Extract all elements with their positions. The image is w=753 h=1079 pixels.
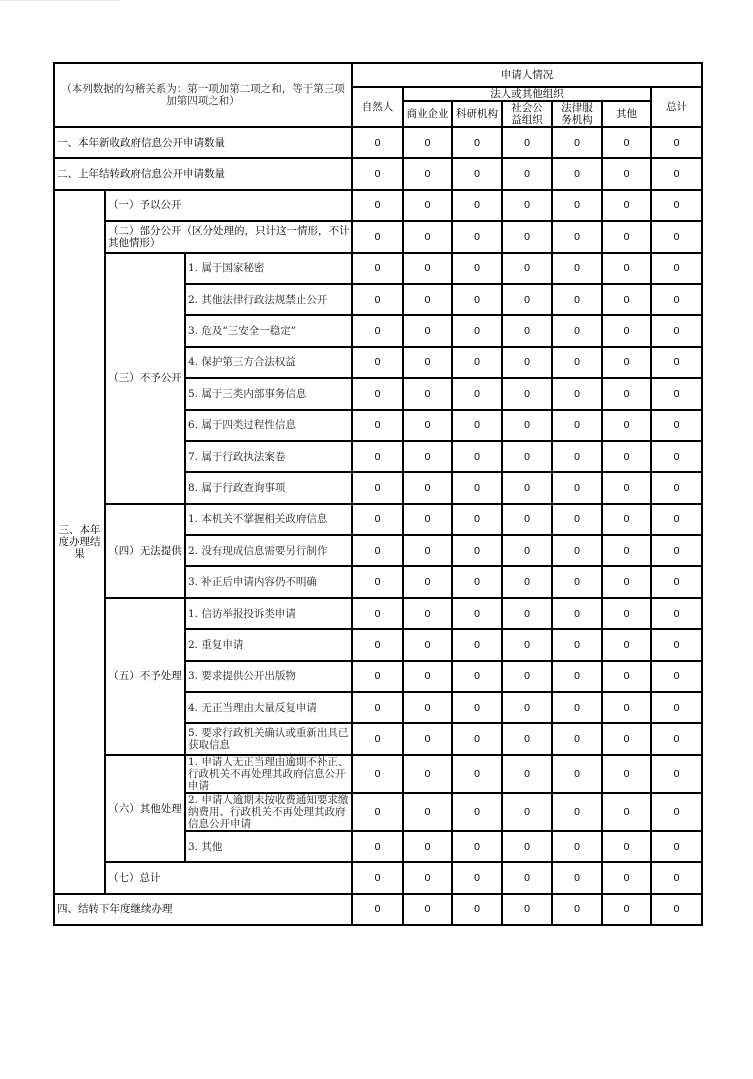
value-cell: 0 (403, 566, 452, 597)
value-cell: 0 (502, 315, 552, 346)
value-cell: 0 (352, 723, 403, 754)
value-cell: 0 (602, 692, 651, 723)
value-cell: 0 (352, 535, 403, 566)
value-cell: 0 (602, 441, 651, 472)
value-cell: 0 (502, 862, 552, 893)
value-cell: 0 (403, 661, 452, 692)
value-cell: 0 (651, 441, 702, 472)
value-cell: 0 (651, 158, 702, 189)
value-cell: 0 (352, 566, 403, 597)
value-cell: 0 (352, 472, 403, 503)
value-cell: 0 (452, 441, 502, 472)
item-label: 1. 信访举报投诉类申请 (185, 598, 352, 629)
value-cell: 0 (452, 190, 502, 221)
item-label: 5. 要求行政机关确认或重新出具已获取信息 (185, 723, 352, 754)
value-cell: 0 (602, 598, 651, 629)
value-cell: 0 (352, 661, 403, 692)
value-cell: 0 (452, 831, 502, 862)
value-cell: 0 (552, 831, 602, 862)
section-label: 四、结转下年度继续办理 (54, 894, 352, 925)
item-label: 1. 属于国家秘密 (185, 253, 352, 284)
value-cell: 0 (403, 862, 452, 893)
value-cell: 0 (502, 472, 552, 503)
column-relation-note: （本列数据的勾稽关系为：第一项加第二项之和，等于第三项加第四项之和） (54, 63, 352, 127)
value-cell: 0 (502, 190, 552, 221)
value-cell: 0 (403, 315, 452, 346)
section-label: 二、上年结转政府信息公开申请数量 (54, 158, 352, 189)
value-cell: 0 (552, 441, 602, 472)
value-cell: 0 (502, 535, 552, 566)
value-cell: 0 (403, 190, 452, 221)
value-cell: 0 (552, 862, 602, 893)
item-label: 4. 无正当理由大量反复申请 (185, 692, 352, 723)
value-cell: 0 (452, 661, 502, 692)
value-cell: 0 (602, 190, 651, 221)
table-row (54, 504, 702, 535)
value-cell: 0 (602, 629, 651, 660)
value-cell: 0 (651, 723, 702, 754)
section-label: 一、本年新收政府信息公开申请数量 (54, 127, 352, 158)
value-cell: 0 (403, 692, 452, 723)
value-cell: 0 (552, 190, 602, 221)
value-cell: 0 (552, 629, 602, 660)
value-cell: 0 (552, 598, 602, 629)
value-cell: 0 (452, 793, 502, 831)
org-col-header: 法律服务机构 (552, 101, 602, 127)
value-cell: 0 (602, 127, 651, 158)
value-cell: 0 (502, 127, 552, 158)
item-label: 2. 重复申请 (185, 629, 352, 660)
value-cell: 0 (552, 661, 602, 692)
value-cell: 0 (352, 755, 403, 793)
value-cell: 0 (602, 284, 651, 315)
value-cell: 0 (502, 566, 552, 597)
value-cell: 0 (502, 692, 552, 723)
value-cell: 0 (651, 598, 702, 629)
value-cell: 0 (602, 723, 651, 754)
item-label: 3. 补正后申请内容仍不明确 (185, 566, 352, 597)
value-cell: 0 (352, 894, 403, 925)
value-cell: 0 (602, 253, 651, 284)
value-cell: 0 (552, 253, 602, 284)
group-label: （二）部分公开（区分处理的，只计这一情形，不计其他情形） (105, 221, 352, 252)
value-cell: 0 (452, 894, 502, 925)
value-cell: 0 (502, 410, 552, 441)
value-cell: 0 (602, 378, 651, 409)
value-cell: 0 (651, 284, 702, 315)
value-cell: 0 (651, 221, 702, 252)
value-cell: 0 (403, 441, 452, 472)
item-label: 3. 要求提供公开出版物 (185, 661, 352, 692)
value-cell: 0 (552, 755, 602, 793)
value-cell: 0 (552, 894, 602, 925)
value-cell: 0 (452, 566, 502, 597)
value-cell: 0 (651, 894, 702, 925)
value-cell: 0 (602, 894, 651, 925)
group-label: （六）其他处理 (105, 755, 185, 862)
value-cell: 0 (403, 598, 452, 629)
group-label: （三）不予公开 (105, 253, 185, 504)
value-cell: 0 (452, 315, 502, 346)
value-cell: 0 (452, 127, 502, 158)
value-cell: 0 (352, 410, 403, 441)
value-cell: 0 (403, 894, 452, 925)
item-label: 5. 属于三类内部事务信息 (185, 378, 352, 409)
table-row (54, 253, 702, 284)
item-label: 2. 申请人逾期未按收费通知要求缴纳费用、行政机关不再处理其政府信息公开申请 (185, 793, 352, 831)
value-cell: 0 (352, 598, 403, 629)
item-label: 7. 属于行政执法案卷 (185, 441, 352, 472)
value-cell: 0 (352, 441, 403, 472)
value-cell: 0 (602, 221, 651, 252)
value-cell: 0 (651, 410, 702, 441)
value-cell: 0 (452, 504, 502, 535)
value-cell: 0 (352, 378, 403, 409)
value-cell: 0 (552, 535, 602, 566)
value-cell: 0 (502, 755, 552, 793)
natural-person-header: 自然人 (352, 87, 403, 127)
value-cell: 0 (651, 253, 702, 284)
value-cell: 0 (602, 410, 651, 441)
value-cell: 0 (602, 158, 651, 189)
applicant-situation-header: 申请人情况 (352, 63, 702, 87)
value-cell: 0 (403, 535, 452, 566)
value-cell: 0 (651, 347, 702, 378)
value-cell: 0 (502, 441, 552, 472)
value-cell: 0 (502, 629, 552, 660)
value-cell: 0 (452, 472, 502, 503)
table-row (54, 598, 702, 629)
value-cell: 0 (602, 535, 651, 566)
value-cell: 0 (452, 723, 502, 754)
value-cell: 0 (552, 723, 602, 754)
total-header: 总计 (651, 87, 702, 127)
value-cell: 0 (452, 862, 502, 893)
item-label: 4. 保护第三方合法权益 (185, 347, 352, 378)
value-cell: 0 (403, 723, 452, 754)
value-cell: 0 (352, 315, 403, 346)
item-label: 8. 属于行政查询事项 (185, 472, 352, 503)
value-cell: 0 (502, 284, 552, 315)
value-cell: 0 (352, 347, 403, 378)
table-row (54, 190, 702, 221)
value-cell: 0 (502, 661, 552, 692)
value-cell: 0 (552, 221, 602, 252)
value-cell: 0 (552, 315, 602, 346)
group-label-total: （七）总计 (105, 862, 352, 893)
value-cell: 0 (403, 378, 452, 409)
value-cell: 0 (602, 755, 651, 793)
value-cell: 0 (452, 378, 502, 409)
value-cell: 0 (502, 221, 552, 252)
value-cell: 0 (403, 831, 452, 862)
value-cell: 0 (352, 629, 403, 660)
value-cell: 0 (403, 410, 452, 441)
value-cell: 0 (352, 127, 403, 158)
value-cell: 0 (602, 504, 651, 535)
value-cell: 0 (452, 158, 502, 189)
value-cell: 0 (452, 221, 502, 252)
value-cell: 0 (502, 598, 552, 629)
value-cell: 0 (602, 661, 651, 692)
value-cell: 0 (352, 221, 403, 252)
value-cell: 0 (403, 221, 452, 252)
value-cell: 0 (502, 253, 552, 284)
value-cell: 0 (403, 284, 452, 315)
value-cell: 0 (602, 315, 651, 346)
value-cell: 0 (651, 127, 702, 158)
value-cell: 0 (452, 253, 502, 284)
value-cell: 0 (651, 472, 702, 503)
value-cell: 0 (651, 378, 702, 409)
group-label: （五）不予处理 (105, 598, 185, 755)
value-cell: 0 (552, 347, 602, 378)
value-cell: 0 (352, 692, 403, 723)
value-cell: 0 (403, 504, 452, 535)
value-cell: 0 (552, 566, 602, 597)
value-cell: 0 (403, 158, 452, 189)
value-cell: 0 (502, 894, 552, 925)
value-cell: 0 (502, 793, 552, 831)
value-cell: 0 (651, 793, 702, 831)
government-info-disclosure-table (53, 62, 703, 926)
value-cell: 0 (403, 793, 452, 831)
value-cell: 0 (403, 253, 452, 284)
value-cell: 0 (352, 190, 403, 221)
value-cell: 0 (651, 661, 702, 692)
value-cell: 0 (502, 504, 552, 535)
value-cell: 0 (651, 566, 702, 597)
value-cell: 0 (552, 158, 602, 189)
value-cell: 0 (602, 793, 651, 831)
item-label: 1. 本机关不掌握相关政府信息 (185, 504, 352, 535)
table-row (54, 755, 702, 793)
value-cell: 0 (552, 504, 602, 535)
item-label: 3. 危及“三安全一稳定” (185, 315, 352, 346)
value-cell: 0 (403, 472, 452, 503)
org-col-header: 商业企业 (403, 101, 452, 127)
value-cell: 0 (552, 284, 602, 315)
value-cell: 0 (502, 158, 552, 189)
table-row (54, 221, 702, 252)
value-cell: 0 (502, 723, 552, 754)
value-cell: 0 (452, 410, 502, 441)
value-cell: 0 (403, 127, 452, 158)
item-label: 1. 申请人无正当理由逾期不补正、行政机关不再处理其政府信息公开申请 (185, 755, 352, 793)
page-edge-line (0, 0, 120, 1)
table-row (54, 894, 702, 925)
value-cell: 0 (602, 566, 651, 597)
value-cell: 0 (651, 862, 702, 893)
table-row (54, 158, 702, 189)
item-label: 2. 没有现成信息需要另行制作 (185, 535, 352, 566)
org-col-header: 科研机构 (452, 101, 502, 127)
value-cell: 0 (352, 253, 403, 284)
value-cell: 0 (352, 284, 403, 315)
value-cell: 0 (403, 347, 452, 378)
item-label: 6. 属于四类过程性信息 (185, 410, 352, 441)
value-cell: 0 (352, 862, 403, 893)
value-cell: 0 (452, 284, 502, 315)
item-label: 2. 其他法律行政法规禁止公开 (185, 284, 352, 315)
value-cell: 0 (452, 755, 502, 793)
item-label: 3. 其他 (185, 831, 352, 862)
org-col-header: 其他 (602, 101, 651, 127)
table-row (54, 127, 702, 158)
value-cell: 0 (352, 504, 403, 535)
value-cell: 0 (352, 158, 403, 189)
value-cell: 0 (452, 598, 502, 629)
value-cell: 0 (602, 472, 651, 503)
value-cell: 0 (452, 692, 502, 723)
legal-org-group-header: 法人或其他组织 (403, 87, 651, 101)
value-cell: 0 (352, 831, 403, 862)
value-cell: 0 (651, 629, 702, 660)
table-row (54, 862, 702, 893)
value-cell: 0 (651, 315, 702, 346)
value-cell: 0 (651, 190, 702, 221)
value-cell: 0 (552, 793, 602, 831)
org-col-header: 社会公益组织 (502, 101, 552, 127)
value-cell: 0 (651, 755, 702, 793)
value-cell: 0 (352, 793, 403, 831)
value-cell: 0 (552, 127, 602, 158)
value-cell: 0 (651, 692, 702, 723)
value-cell: 0 (552, 410, 602, 441)
value-cell: 0 (403, 629, 452, 660)
value-cell: 0 (602, 831, 651, 862)
value-cell: 0 (452, 629, 502, 660)
group-label: （一）予以公开 (105, 190, 352, 221)
value-cell: 0 (452, 535, 502, 566)
value-cell: 0 (552, 692, 602, 723)
value-cell: 0 (452, 347, 502, 378)
value-cell: 0 (502, 347, 552, 378)
value-cell: 0 (403, 755, 452, 793)
group-label: （四）无法提供 (105, 504, 185, 598)
value-cell: 0 (651, 535, 702, 566)
value-cell: 0 (502, 831, 552, 862)
value-cell: 0 (502, 378, 552, 409)
section-label-annual-results: 三、本年度办理结果 (54, 190, 105, 894)
value-cell: 0 (552, 378, 602, 409)
value-cell: 0 (602, 347, 651, 378)
value-cell: 0 (552, 472, 602, 503)
value-cell: 0 (651, 831, 702, 862)
value-cell: 0 (602, 862, 651, 893)
value-cell: 0 (651, 504, 702, 535)
